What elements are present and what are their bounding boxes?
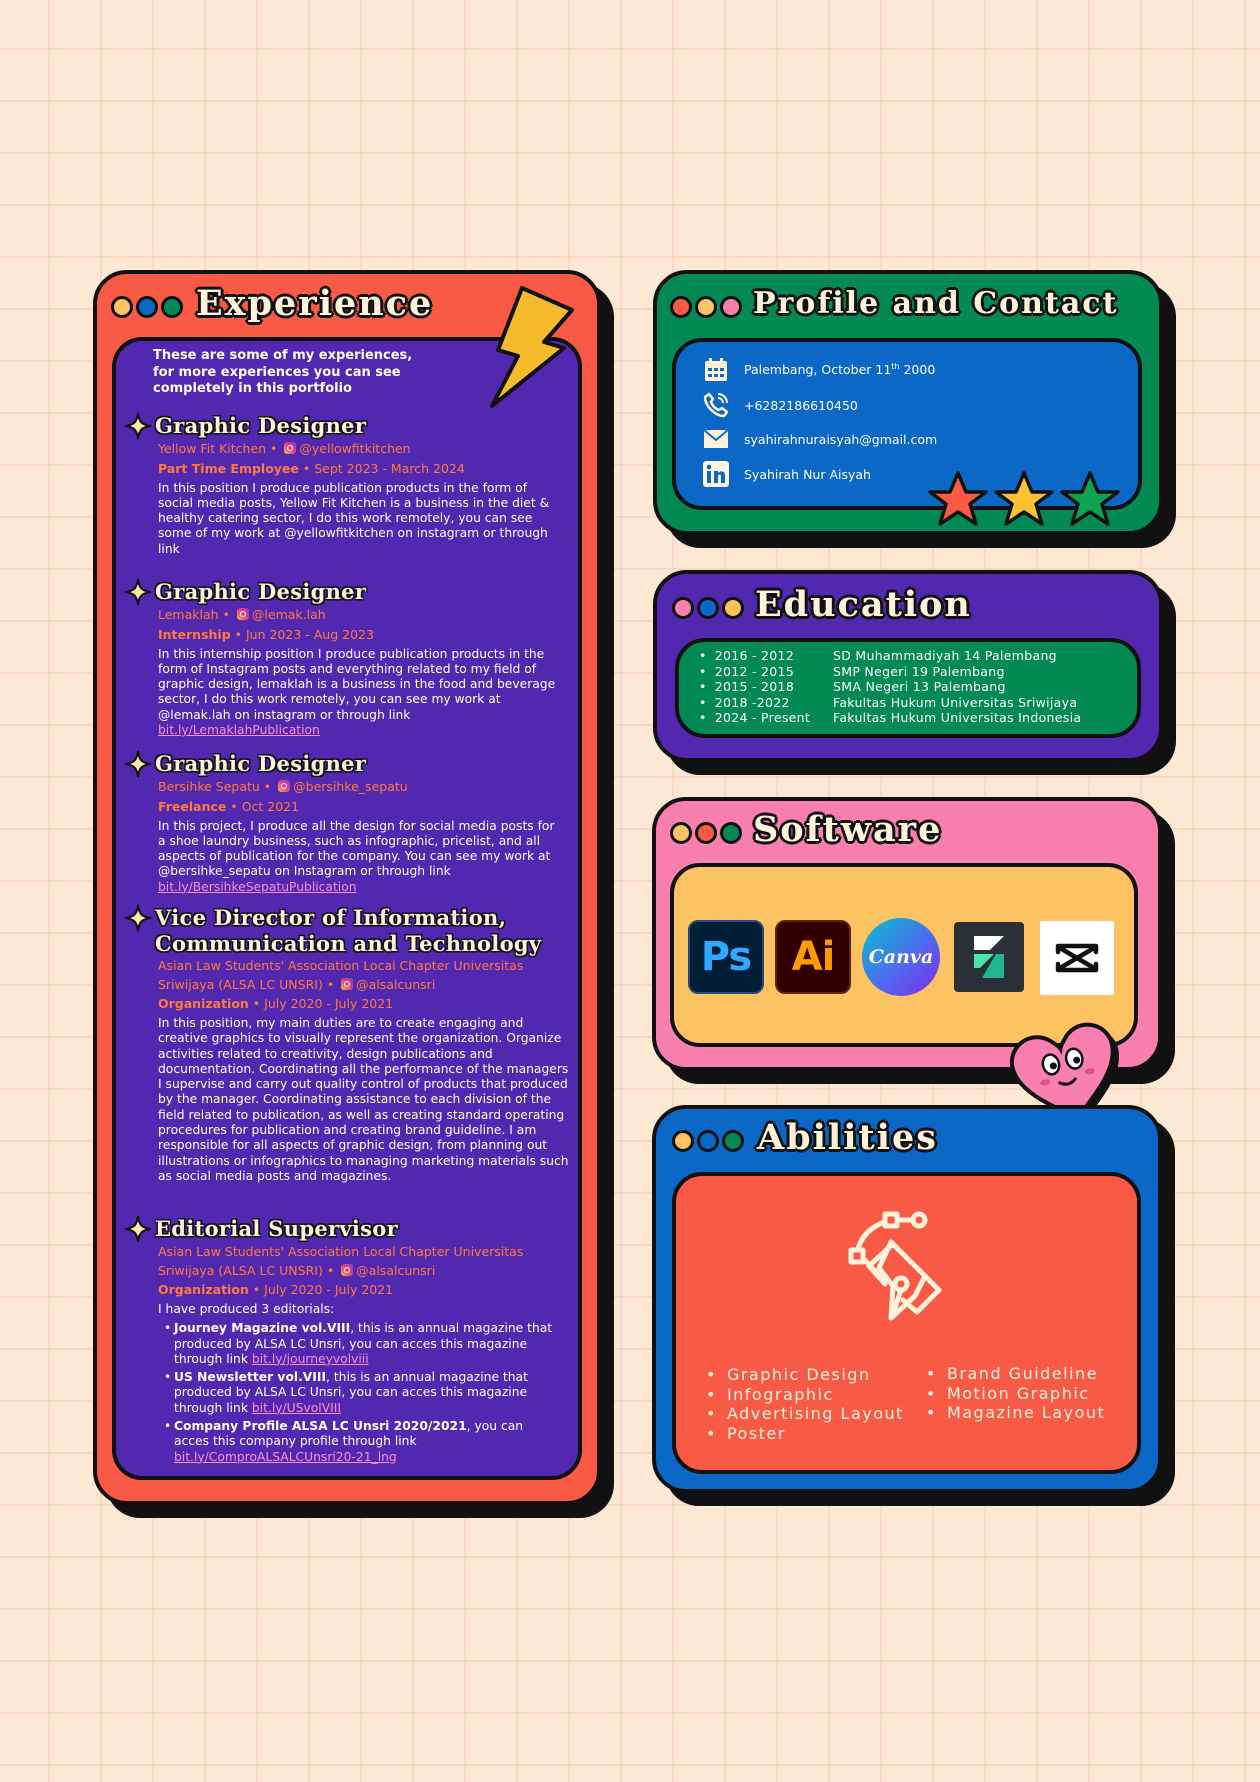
editorial-name: US Newsletter vol.VIII <box>174 1370 327 1385</box>
calendar-icon <box>702 356 730 384</box>
experience-dots <box>111 296 183 318</box>
job-title: Graphic Designer <box>155 413 367 438</box>
instagram-icon <box>278 780 290 792</box>
illustrator-icon <box>775 920 851 994</box>
experience-entry: Graphic Designer Lemaklah • @lemak.lah Internship • Jun 2023 - Aug 2023 In this internship position I produce publication products in the form of Instagram posts and everything related to my field of graphic design, lemaklah is a business in the food and beverage sector, I do this work remotely, you can see my work at @lemak.lah on instagram or through link bit.ly/LemaklahPublication <box>124 579 576 738</box>
software-dots <box>670 822 742 844</box>
contact-email <box>702 425 937 453</box>
education-row <box>699 679 1081 695</box>
education-row <box>699 648 1081 664</box>
education-dots <box>672 597 744 619</box>
ability-item: • Motion Graphic <box>926 1384 1105 1404</box>
education-row <box>699 664 1081 680</box>
capcut-icon <box>1040 921 1114 995</box>
illustrator-label: Ai <box>791 934 835 980</box>
editorial-name: Company Profile ALSA LC Unsri 2020/2021 <box>174 1419 467 1434</box>
job-org: Asian Law Students' Association Local Chapter Universitas Sriwijaya (ALSA LC UNSRI) <box>158 958 524 992</box>
job-link[interactable]: bit.ly/LemaklahPublication <box>158 722 320 737</box>
pen-tool-icon <box>843 1210 961 1328</box>
sparkle-icon <box>124 578 152 606</box>
education-years: • 2024 - Present <box>699 710 833 726</box>
phone-icon <box>702 391 730 419</box>
job-description: In this internship position I produce publication products in the form of Instagram posts and everything related to my field of graphic design, lemaklah is a business in the food and beverage sector, I do this work remotely, you can see my work at @lemak.lah on instagram or through link <box>158 646 556 722</box>
job-org: Asian Law Students' Association Local Chapter Universitas Sriwijaya (ALSA LC UNSRI) <box>158 1244 524 1278</box>
job-description: In this position I produce publication products in the form of social media posts, Yellow Fit Kitchen is a business in the diet & healthy catering sector, I do this work remotely, you can see some of my work at @yellowfitkitchen on instagram or through link <box>158 480 550 556</box>
filmora-icon <box>954 922 1024 992</box>
job-title: Editorial Supervisor <box>155 1216 398 1241</box>
job-title-line1: Vice Director of Information, <box>155 905 507 930</box>
linkedin-name[interactable]: Syahirah Nur Aisyah <box>744 466 871 482</box>
ability-item: • Advertising Layout <box>706 1404 904 1424</box>
stars-icon <box>926 470 1122 532</box>
job-period: • Jun 2023 - Aug 2023 <box>230 626 374 642</box>
job-type: Part Time Employee <box>158 460 299 476</box>
job-period: • July 2020 - July 2021 <box>248 996 394 1011</box>
lightning-icon <box>484 286 576 410</box>
canva-label: Canva <box>868 946 934 968</box>
job-type: Organization <box>158 996 249 1011</box>
abilities-title: Abilities <box>757 1117 938 1158</box>
job-handle[interactable]: @yellowfitkitchen <box>299 441 411 456</box>
ability-item: • Magazine Layout <box>926 1403 1105 1423</box>
education-row <box>699 710 1081 726</box>
linkedin-icon <box>702 460 730 488</box>
job-title: Graphic Designer <box>155 579 367 604</box>
contact-birth <box>702 356 935 384</box>
editorial-link[interactable]: bit.ly/ComproALSALCUnsri20-21_lng <box>174 1449 397 1464</box>
job-org: Lemaklah <box>158 607 219 622</box>
education-school: Fakultas Hukum Universitas Sriwijaya <box>833 694 1078 710</box>
photoshop-icon <box>688 920 764 994</box>
photoshop-label: Ps <box>700 934 752 980</box>
experience-entry: Editorial Supervisor Asian Law Students' Association Local Chapter Universitas Sriwijaya (ALSA LC UNSRI) • @alsalcunsri Organization • July 2020 - July 2021 I have produced 3 editorials: • Journey Magazine vol.VIII, this is an annual magazine that produced by ALSA LC Unsri, you can acces this magazine through link bit.ly/journeyvolviii • US Newsletter vol.VIII, this is an annual magazine that produced by ALSA LC Unsri, you can acces this magazine through link bit.ly/USvolVIII • Company Profile ALSA LC Unsri 2020/2021, you can acces this company profile through link bit.ly/ComproALSALCUnsri20-21_lng <box>124 1216 576 1468</box>
instagram-icon <box>284 442 296 454</box>
abilities-dots <box>672 1130 744 1152</box>
instagram-icon <box>341 978 353 990</box>
job-link[interactable]: bit.ly/BersihkeSepatuPublication <box>158 879 357 894</box>
experience-intro: These are some of my experiences, for more experiences you can see completely in this portfolio <box>153 348 413 396</box>
job-handle[interactable]: @lemak.lah <box>251 607 326 622</box>
profile-title: Profile and Contact <box>753 286 1119 321</box>
editorial-text: , this is an annual magazine that produced by ALSA LC Unsri, you can acces this magazine through link <box>174 1321 553 1366</box>
canva-icon <box>862 918 940 996</box>
editorial-text: , this is an annual magazine that produced by ALSA LC Unsri, you can acces this magazine through link <box>174 1370 528 1415</box>
editorial-item <box>158 1419 556 1465</box>
education-years: • 2016 - 2012 <box>699 648 833 664</box>
education-years: • 2012 - 2015 <box>699 664 833 680</box>
education-list <box>699 648 1081 726</box>
contact-phone <box>702 391 858 419</box>
abilities-left-list <box>706 1365 904 1443</box>
editorial-link[interactable]: bit.ly/journeyvolviii <box>251 1351 369 1366</box>
ability-item: • Graphic Design <box>706 1365 904 1385</box>
job-description: In this project, I produce all the design for social media posts for a shoe laundry business, such as infographic, pricelist, and all aspects of publication for the company. You can see my work at @bersihke_sepatu on Instagram or through link <box>158 818 555 879</box>
editorial-name: Journey Magazine vol.VIII <box>174 1321 351 1336</box>
email-icon <box>702 425 730 453</box>
job-description: I have produced 3 editorials: <box>158 1302 335 1316</box>
editorial-text: , you can acces this company profile through link <box>174 1419 524 1449</box>
software-title: Software <box>753 809 943 850</box>
phone-number[interactable]: +6282186610450 <box>744 397 858 413</box>
education-school: Fakultas Hukum Universitas Indonesia <box>833 710 1082 725</box>
abilities-right-list <box>926 1364 1105 1423</box>
birth-year: 2000 <box>899 362 936 378</box>
job-type: Freelance <box>158 798 227 814</box>
birth-place-date: Palembang, October 11 <box>744 362 892 378</box>
ability-item: • Infographic <box>706 1385 904 1405</box>
education-row <box>699 695 1081 711</box>
ability-item: • Brand Guideline <box>926 1364 1105 1384</box>
sparkle-icon <box>124 412 152 440</box>
birth-suffix: th <box>891 362 900 372</box>
sparkle-icon <box>124 750 152 778</box>
editorial-item <box>158 1370 556 1416</box>
job-period: • Sept 2023 - March 2024 <box>298 460 465 476</box>
education-title: Education <box>755 584 972 625</box>
education-school: SD Muhammadiyah 14 Palembang <box>833 648 1057 663</box>
email-address[interactable]: syahirahnuraisyah@gmail.com <box>744 431 938 447</box>
experience-entry: Graphic Designer Yellow Fit Kitchen • @yellowfitkitchen Part Time Employee • Sept 2023 - March 2024 In this position I produce publication products in the form of social media posts, Yellow Fit Kitchen is a business in the diet & healthy catering sector, I do this work remotely, you can see some of my work at @yellowfitkitchen on instagram or through link <box>124 413 576 557</box>
education-school: SMP Negeri 19 Palembang <box>833 663 1005 679</box>
job-period: • Oct 2021 <box>226 798 300 814</box>
education-school: SMA Negeri 13 Palembang <box>833 679 1006 694</box>
job-period: • July 2020 - July 2021 <box>248 1282 394 1297</box>
experience-title: Experience <box>196 283 434 324</box>
job-org: Yellow Fit Kitchen <box>158 441 267 456</box>
ability-item: • Poster <box>706 1424 904 1444</box>
sparkle-icon <box>124 904 152 932</box>
job-title: Graphic Designer <box>155 751 367 776</box>
job-org: Bersihke Sepatu <box>158 779 260 794</box>
education-years: • 2018 -2022 <box>699 695 833 711</box>
job-description: In this position, my main duties are to create engaging and creative graphics to visually represent the organization. Organize activities related to creativity, design publications and documentation. Coordinating all the performance of the managers I supervise and carry out quality control of products that produced by the manager. Coordinating assistance to each division of the field related to publication, as well as creating standard operating procedures for publication and creating brand guideline. I am responsible for all aspects of graphic design, from planning out illustrations or infographics to managing marketing materials such as social media posts and magazines. <box>158 1016 569 1183</box>
experience-entry: Vice Director of Information, Communication and Technology Asian Law Students' Association Local Chapter Universitas Sriwijaya (ALSA LC UNSRI) • @alsalcunsri Organization • July 2020 - July 2021 In this position, my main duties are to create engaging and creative graphics to visually represent the organization. Organize activities related to creativity, design publications and documentation. Coordinating all the performance of the managers I supervise and carry out quality control of products that produced by the manager. Coordinating assistance to each division of the field related to publication, as well as creating standard operating procedures for publication and creating brand guideline. I am responsible for all aspects of graphic design, from planning out illustrations or infographics to managing marketing materials such as social media posts and magazines. <box>124 905 576 1184</box>
job-handle[interactable]: @alsalcunsri <box>356 1262 436 1278</box>
editorial-link[interactable]: bit.ly/USvolVIII <box>251 1400 341 1415</box>
education-years: • 2015 - 2018 <box>699 679 833 695</box>
sparkle-icon <box>124 1215 152 1243</box>
instagram-icon <box>237 608 249 620</box>
experience-entry: Graphic Designer Bersihke Sepatu • @bersihke_sepatu Freelance • Oct 2021 In this project, I produce all the design for social media posts for a shoe laundry business, such as infographic, pricelist, and all aspects of publication for the company. You can see my work at @bersihke_sepatu on Instagram or through link bit.ly/BersihkeSepatuPublication <box>124 751 576 895</box>
job-handle[interactable]: @bersihke_sepatu <box>293 779 408 794</box>
instagram-icon <box>341 1264 353 1276</box>
job-type: Internship <box>158 626 231 642</box>
profile-dots <box>670 296 742 318</box>
job-handle[interactable]: @alsalcunsri <box>356 976 436 992</box>
job-title-line2: Communication and Technology <box>155 931 542 956</box>
job-type: Organization <box>158 1282 249 1297</box>
contact-linkedin <box>702 460 871 488</box>
editorial-item <box>158 1321 556 1367</box>
